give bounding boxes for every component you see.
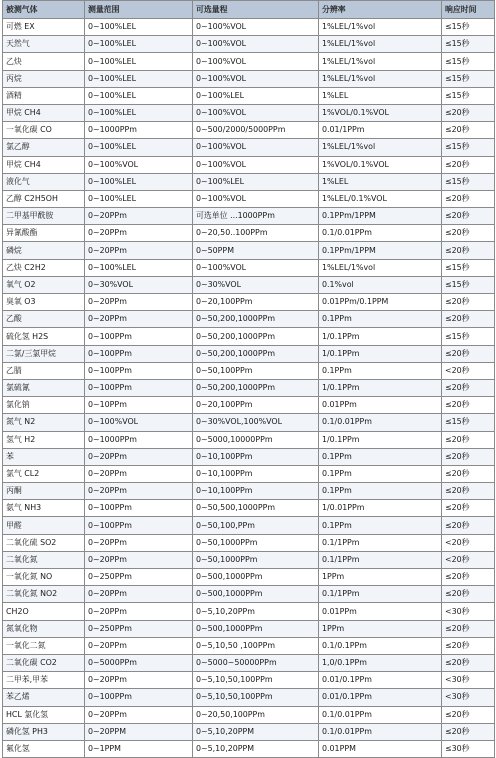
cell-gas: 一氧化碳 CO [3, 122, 85, 139]
cell-resolution: 0.1PPm [319, 483, 442, 500]
cell-gas: 可燃 EX [3, 19, 85, 36]
table-row [3, 294, 495, 311]
cell-response-time: ≤20秒 [442, 483, 495, 500]
cell-response-time: ≤20秒 [442, 397, 495, 414]
cell-optional-range: 0~500,1000PPm [193, 569, 319, 586]
cell-range: 0~20PPm [85, 465, 193, 482]
cell-range: 0~20PPm [85, 448, 193, 465]
cell-range: 0~20PPm [85, 551, 193, 568]
cell-resolution: 0.1/1PPm [319, 534, 442, 551]
cell-resolution: 1PPm [319, 569, 442, 586]
cell-response-time: ≤20秒 [442, 379, 495, 396]
cell-resolution: 1%LEL/1%vol [319, 19, 442, 36]
cell-response-time: ≤20秒 [442, 242, 495, 259]
table-row [3, 259, 495, 276]
cell-gas: 甲烷 CH4 [3, 156, 85, 173]
table-body [3, 19, 495, 758]
cell-response-time: ≤20秒 [442, 294, 495, 311]
cell-gas: 氢气 H2 [3, 431, 85, 448]
cell-gas: 磷烷 [3, 242, 85, 259]
table-row [3, 276, 495, 293]
cell-optional-range: 0~10,100PPm [193, 465, 319, 482]
cell-resolution: 1%VOL/0.1%VOL [319, 104, 442, 121]
cell-resolution: 0.1/0.01PPm [319, 414, 442, 431]
cell-gas: 乙炔 [3, 53, 85, 70]
cell-range: 0~100%LEL [85, 53, 193, 70]
cell-optional-range: 0~100%VOL [193, 104, 319, 121]
cell-range: 0~100%LEL [85, 36, 193, 53]
table-row [3, 53, 495, 70]
table-row [3, 87, 495, 104]
cell-resolution: 1%LEL/1%vol [319, 259, 442, 276]
table-row [3, 156, 495, 173]
cell-optional-range: 0~50,500,1000PPm [193, 500, 319, 517]
cell-gas: 二氧化氮 [3, 551, 85, 568]
cell-range: 0~5000PPm [85, 654, 193, 671]
cell-optional-range: 0~100%VOL [193, 156, 319, 173]
cell-range: 0~100%VOL [85, 414, 193, 431]
cell-optional-range: 0~5000,10000PPm [193, 431, 319, 448]
cell-resolution: 1%LEL [319, 87, 442, 104]
table-row [3, 208, 495, 225]
table-row [3, 36, 495, 53]
cell-response-time: <30秒 [442, 603, 495, 620]
cell-optional-range: 0~20,100PPm [193, 294, 319, 311]
cell-response-time: ≤20秒 [442, 345, 495, 362]
cell-gas: 苯 [3, 448, 85, 465]
cell-response-time: ≤20秒 [442, 104, 495, 121]
cell-resolution: 0.1/0.01PPm [319, 706, 442, 723]
table-row [3, 620, 495, 637]
cell-range: 0~100PPm [85, 345, 193, 362]
cell-response-time: ≤20秒 [442, 654, 495, 671]
cell-range: 0~100%LEL [85, 104, 193, 121]
cell-gas: 磷化氢 PH3 [3, 723, 85, 740]
cell-resolution: 1%VOL/0.1%VOL [319, 156, 442, 173]
cell-resolution: 1%LEL/1%vol [319, 139, 442, 156]
cell-gas: 甲烷 CH4 [3, 104, 85, 121]
cell-range: 0~100%LEL [85, 139, 193, 156]
cell-gas: 氧气 O2 [3, 276, 85, 293]
cell-range: 0~20PPm [85, 534, 193, 551]
cell-response-time: ≤20秒 [442, 122, 495, 139]
cell-optional-range: 0~5,10,20PPm [193, 603, 319, 620]
table-row [3, 190, 495, 207]
cell-optional-range: 0~30%VOL [193, 276, 319, 293]
cell-response-time: ≤15秒 [442, 19, 495, 36]
cell-resolution: 1%LEL/1%vol [319, 70, 442, 87]
cell-range: 0~100PPm [85, 517, 193, 534]
cell-gas: 一氧化氮 NO [3, 569, 85, 586]
cell-range: 0~100PPm [85, 500, 193, 517]
cell-response-time: ≤15秒 [442, 276, 495, 293]
cell-response-time: ≤15秒 [442, 36, 495, 53]
cell-gas: CH2O [3, 603, 85, 620]
cell-gas: 二氧化氮 NO2 [3, 586, 85, 603]
cell-range: 0~100%LEL [85, 173, 193, 190]
cell-range: 0~100PPm [85, 689, 193, 706]
table-row [3, 122, 495, 139]
table-row [3, 104, 495, 121]
cell-optional-range: 0~50,200,1000PPm [193, 328, 319, 345]
cell-optional-range: 可选单位 ...1000PPm [193, 208, 319, 225]
cell-gas: 乙醇 C2H5OH [3, 190, 85, 207]
cell-response-time: ≤20秒 [442, 311, 495, 328]
cell-resolution: 1%LEL/1%vol [319, 36, 442, 53]
cell-response-time: ≤15秒 [442, 259, 495, 276]
table-row [3, 654, 495, 671]
cell-optional-range: 0~500,1000PPm [193, 586, 319, 603]
cell-gas: 氮氧化物 [3, 620, 85, 637]
cell-optional-range: 0~100%LEL [193, 173, 319, 190]
cell-response-time: <30秒 [442, 689, 495, 706]
cell-range: 0~100%LEL [85, 259, 193, 276]
table-row [3, 362, 495, 379]
cell-range: 0~20PPm [85, 208, 193, 225]
cell-resolution: 0.01/0.1PPm [319, 689, 442, 706]
cell-response-time: ≤20秒 [442, 465, 495, 482]
cell-optional-range: 0~50,200,1000PPm [193, 345, 319, 362]
cell-resolution: 0.1PPm [319, 517, 442, 534]
cell-optional-range: 0~100%VOL [193, 139, 319, 156]
cell-range: 0~20PPm [85, 586, 193, 603]
cell-gas: 二甲苯,甲苯 [3, 672, 85, 689]
header-resolution: 分辨率 [319, 1, 442, 19]
cell-optional-range: 0~100%VOL [193, 70, 319, 87]
header-range: 测量范围 [85, 1, 193, 19]
cell-range: 0~20PPM [85, 723, 193, 740]
table-row [3, 689, 495, 706]
cell-gas: 臭氧 O3 [3, 294, 85, 311]
header-row [3, 1, 495, 19]
cell-resolution: 1/0.1PPm [319, 328, 442, 345]
cell-range: 0~20PPm [85, 294, 193, 311]
cell-optional-range: 0~20,100PPm [193, 397, 319, 414]
cell-response-time: <20秒 [442, 362, 495, 379]
cell-resolution: 0.01PPm/0.1PPM [319, 294, 442, 311]
cell-range: 0~20PPm [85, 242, 193, 259]
cell-resolution: 0.1PPm/1PPM [319, 242, 442, 259]
header-gas: 被测气体 [3, 1, 85, 19]
cell-optional-range: 0~100%LEL [193, 87, 319, 104]
cell-response-time: ≤20秒 [442, 620, 495, 637]
cell-optional-range: 0~5,10,50,100PPm [193, 689, 319, 706]
cell-resolution: 1%LEL/0.1%VOL [319, 190, 442, 207]
cell-optional-range: 0~50,1000PPm [193, 534, 319, 551]
cell-gas: 苯乙烯 [3, 689, 85, 706]
cell-optional-range: 0~100%VOL [193, 53, 319, 70]
cell-resolution: 1,0/0.1PPm [319, 654, 442, 671]
header-response-time: 响应时间 [442, 1, 495, 19]
table-row [3, 139, 495, 156]
cell-response-time: ≤15秒 [442, 173, 495, 190]
table-row [3, 379, 495, 396]
cell-resolution: 0.1PPm/1PPM [319, 208, 442, 225]
cell-resolution: 0.01PPM [319, 740, 442, 757]
cell-resolution: 0.1/0.1PPm [319, 637, 442, 654]
cell-gas: 氨气 NH3 [3, 500, 85, 517]
cell-range: 0~20PPm [85, 603, 193, 620]
cell-range: 0~100PPm [85, 328, 193, 345]
cell-gas: 二氯/三氯甲烷 [3, 345, 85, 362]
cell-response-time: <20秒 [442, 534, 495, 551]
table-row [3, 586, 495, 603]
table-row [3, 603, 495, 620]
cell-range: 0~1000PPm [85, 122, 193, 139]
table-row [3, 706, 495, 723]
cell-resolution: 1%LEL [319, 173, 442, 190]
table-row [3, 483, 495, 500]
cell-response-time: ≤20秒 [442, 208, 495, 225]
cell-range: 0~30%VOL [85, 276, 193, 293]
table-row [3, 517, 495, 534]
cell-response-time: ≤20秒 [442, 431, 495, 448]
cell-optional-range: 0~5,10,50 ,100PPm [193, 637, 319, 654]
table-row [3, 345, 495, 362]
table-row [3, 723, 495, 740]
table-row [3, 500, 495, 517]
cell-resolution: 0.1/1PPm [319, 551, 442, 568]
cell-response-time: ≤20秒 [442, 448, 495, 465]
cell-range: 0~100%LEL [85, 19, 193, 36]
cell-range: 0~20PPm [85, 706, 193, 723]
cell-optional-range: 0~100%VOL [193, 19, 319, 36]
cell-resolution: 0.01/0.1PPm [319, 672, 442, 689]
cell-response-time: ≤20秒 [442, 156, 495, 173]
cell-resolution: 0.1%vol [319, 276, 442, 293]
cell-resolution: 0.01PPm [319, 397, 442, 414]
cell-gas: 氯化钠 [3, 397, 85, 414]
cell-optional-range: 0~10,100PPm [193, 448, 319, 465]
cell-gas: 丙烷 [3, 70, 85, 87]
cell-gas: 氯硫氰 [3, 379, 85, 396]
cell-resolution: 0.01PPm [319, 603, 442, 620]
gas-spec-table [2, 0, 495, 758]
cell-gas: 异氰酸酯 [3, 225, 85, 242]
cell-optional-range: 0~10,100PPm [193, 483, 319, 500]
cell-gas: 乙炔 C2H2 [3, 259, 85, 276]
cell-gas: 酒精 [3, 87, 85, 104]
table-row [3, 534, 495, 551]
cell-resolution: 0.1PPm [319, 311, 442, 328]
cell-resolution: 0.1PPm [319, 465, 442, 482]
cell-optional-range: 0~30%VOL,100%VOL [193, 414, 319, 431]
cell-response-time: ≤20秒 [442, 517, 495, 534]
cell-resolution: 0.1PPm [319, 448, 442, 465]
table-row [3, 431, 495, 448]
cell-gas: 氮气 N2 [3, 414, 85, 431]
cell-optional-range: 0~50,1000PPm [193, 551, 319, 568]
cell-range: 0~100PPm [85, 379, 193, 396]
cell-gas: HCL 氯化氢 [3, 706, 85, 723]
cell-resolution: 1/0.1PPm [319, 345, 442, 362]
cell-range: 0~100PPm [85, 362, 193, 379]
table-row [3, 225, 495, 242]
cell-gas: 一氧化二氮 [3, 637, 85, 654]
cell-response-time: ≤20秒 [442, 190, 495, 207]
cell-gas: 乙酸 [3, 311, 85, 328]
cell-range: 0~10PPm [85, 397, 193, 414]
table-header [3, 1, 495, 19]
cell-resolution: 1/0.1PPm [319, 431, 442, 448]
table-row [3, 465, 495, 482]
cell-gas: 硫化氢 H2S [3, 328, 85, 345]
cell-response-time: ≤20秒 [442, 225, 495, 242]
cell-optional-range: 0~5,10,20PPM [193, 740, 319, 757]
cell-response-time: ≤20秒 [442, 637, 495, 654]
cell-response-time: ≤15秒 [442, 70, 495, 87]
table-row [3, 740, 495, 757]
cell-range: 0~1000PPm [85, 431, 193, 448]
cell-resolution: 0.1PPm [319, 362, 442, 379]
cell-range: 0~250PPm [85, 569, 193, 586]
cell-range: 0~20PPm [85, 225, 193, 242]
cell-optional-range: 0~500/2000/5000PPm [193, 122, 319, 139]
cell-resolution: 1PPm [319, 620, 442, 637]
cell-optional-range: 0~50,200,1000PPm [193, 379, 319, 396]
table-row [3, 569, 495, 586]
table-row [3, 672, 495, 689]
cell-gas: 氯乙醇 [3, 139, 85, 156]
cell-gas: 天然气 [3, 36, 85, 53]
gas-spec-sheet [2, 0, 494, 754]
cell-response-time: ≤20秒 [442, 586, 495, 603]
table-row [3, 414, 495, 431]
cell-optional-range: 0~50,100PPm [193, 362, 319, 379]
cell-response-time: ≤15秒 [442, 87, 495, 104]
cell-response-time: ≤15秒 [442, 414, 495, 431]
cell-response-time: ≤15秒 [442, 328, 495, 345]
cell-resolution: 1/0.01PPm [319, 500, 442, 517]
cell-range: 0~100%VOL [85, 156, 193, 173]
cell-gas: 氟化氢 [3, 740, 85, 757]
cell-resolution: 0.1/0.01PPm [319, 225, 442, 242]
cell-optional-range: 0~5,10,20PPM [193, 723, 319, 740]
cell-optional-range: 0~5,10,50,100PPm [193, 672, 319, 689]
cell-range: 0~20PPm [85, 483, 193, 500]
cell-range: 0~20PPm [85, 637, 193, 654]
cell-optional-range: 0~50,100,PPm [193, 517, 319, 534]
table-row [3, 328, 495, 345]
cell-response-time: ≤15秒 [442, 53, 495, 70]
cell-optional-range: 0~100%VOL [193, 190, 319, 207]
cell-optional-range: 0~50,200,1000PPm [193, 311, 319, 328]
table-row [3, 70, 495, 87]
cell-gas: 二氧化碳 CO2 [3, 654, 85, 671]
table-row [3, 242, 495, 259]
cell-optional-range: 0~5000~50000PPm [193, 654, 319, 671]
cell-range: 0~100%LEL [85, 70, 193, 87]
cell-response-time: ≤20秒 [442, 500, 495, 517]
cell-gas: 乙腈 [3, 362, 85, 379]
table-row [3, 448, 495, 465]
cell-response-time: ≤20秒 [442, 723, 495, 740]
cell-response-time: ≤20秒 [442, 569, 495, 586]
cell-response-time: ≤15秒 [442, 139, 495, 156]
cell-response-time: <20秒 [442, 551, 495, 568]
cell-optional-range: 0~500,1000PPm [193, 620, 319, 637]
cell-optional-range: 0~50PPM [193, 242, 319, 259]
cell-range: 0~1PPM [85, 740, 193, 757]
cell-range: 0~250PPm [85, 620, 193, 637]
cell-optional-range: 0~20,50,100PPm [193, 706, 319, 723]
cell-gas: 二甲基甲酰胺 [3, 208, 85, 225]
cell-optional-range: 0~20,50..100PPm [193, 225, 319, 242]
cell-gas: 二氧化硫 SO2 [3, 534, 85, 551]
cell-range: 0~20PPm [85, 672, 193, 689]
cell-resolution: 1%LEL/1%vol [319, 53, 442, 70]
cell-gas: 甲醛 [3, 517, 85, 534]
table-row [3, 173, 495, 190]
cell-resolution: 0.1/1PPm [319, 586, 442, 603]
cell-response-time: ≤30秒 [442, 740, 495, 757]
cell-range: 0~100%LEL [85, 87, 193, 104]
cell-gas: 氯气 CL2 [3, 465, 85, 482]
cell-response-time: ≤20秒 [442, 706, 495, 723]
table-row [3, 551, 495, 568]
header-optional-range: 可选量程 [193, 1, 319, 19]
cell-resolution: 0.1/0.01PPm [319, 723, 442, 740]
cell-gas: 丙酮 [3, 483, 85, 500]
cell-optional-range: 0~100%VOL [193, 259, 319, 276]
cell-gas: 液化气 [3, 173, 85, 190]
cell-resolution: 1/0.1PPm [319, 379, 442, 396]
cell-optional-range: 0~100%VOL [193, 36, 319, 53]
cell-resolution: 0.01/1PPm [319, 122, 442, 139]
table-row [3, 19, 495, 36]
table-row [3, 311, 495, 328]
table-row [3, 397, 495, 414]
cell-range: 0~20PPm [85, 311, 193, 328]
cell-range: 0~100%LEL [85, 190, 193, 207]
cell-response-time: <30秒 [442, 672, 495, 689]
